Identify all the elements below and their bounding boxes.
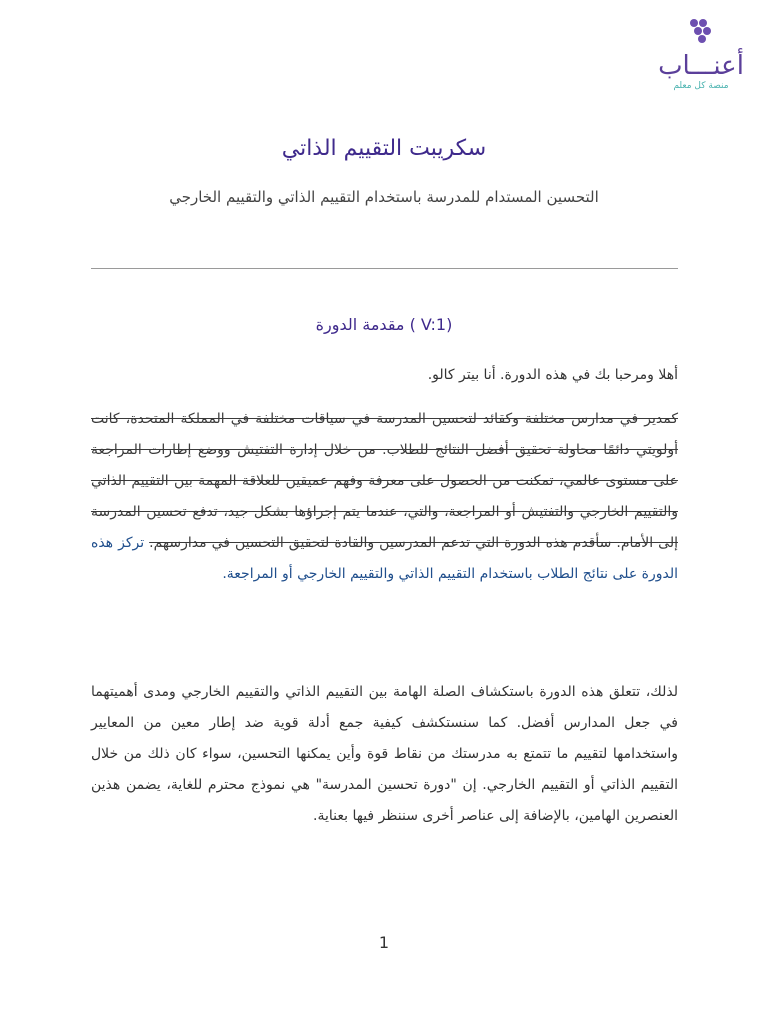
logo-tagline: منصة كل معلم: [673, 81, 729, 91]
struck-paragraph: [91, 404, 678, 590]
grape-cluster-icon: [688, 18, 714, 48]
body-paragraph: لذلك، تتعلق هذه الدورة باستكشاف الصلة الهامة بين التقييم الذاتي والتقييم الخارجي ومدى أهميتهما في جعل المدارس أفضل. كما سنستكشف كيفية جمع أدلة قوية ضد إطار معين من المعايير واستخدامها لتقييم ما تتمتع به مدرستك من نقاط قوة وأين يمكنها التحسين، سواء كان ذلك من خلال التقييم الذاتي أو التقييم الخارجي. إن "دورة تحسين المدرسة" هي نموذج محترم للغاية، يضمن هذين العنصرين الهامين، بالإضافة إلى عناصر أخرى سننظر فيها بعناية.: [91, 684, 678, 824]
struck-text: كمدير في مدارس مختلفة وكقائد لتحسين المدرسة في سياقات مختلفة في المملكة المتحدة، كانت أولويتي دائمًا محاولة تحقيق أفضل النتائج للطلاب. من خلال إدارة التفتيش ووضع إطارات المراجعة على مستوى عالمي، تمكنت من الحصول على معرفة وفهم عميقين للعلاقة المهمة بين التقييم الذاتي والتقييم الخارجي والتفتيش أو المراجعة، والتي، عندما يتم إجراؤها بشكل جيد، تدفع تحسين المدرسة إلى الأمام. سأقدم هذه الدورة التي تدعم المدرسين والقادة لتحقيق التحسين في مدارسهم.: [91, 411, 678, 551]
highlighted-sentence: تركز هذه الدورة على نتائج الطلاب باستخدام التقييم الذاتي والتقييم الخارجي أو المراجعة.: [91, 535, 678, 582]
page-number: 1: [378, 933, 390, 952]
document-subtitle: التحسين المستدام للمدرسة باستخدام التقييم الذاتي والتقييم الخارجي: [169, 188, 599, 206]
document-title: سكريبت التقييم الذاتي: [281, 136, 487, 161]
section-heading: (V:1 ) مقدمة الدورة: [315, 315, 453, 334]
anab-logo: [658, 14, 744, 92]
intro-paragraph: أهلا ومرحبا بك في هذه الدورة. أنا بيتر كالو.: [427, 367, 678, 383]
section-divider: [91, 268, 678, 269]
logo-wordmark: أعنـــاب: [658, 51, 744, 81]
